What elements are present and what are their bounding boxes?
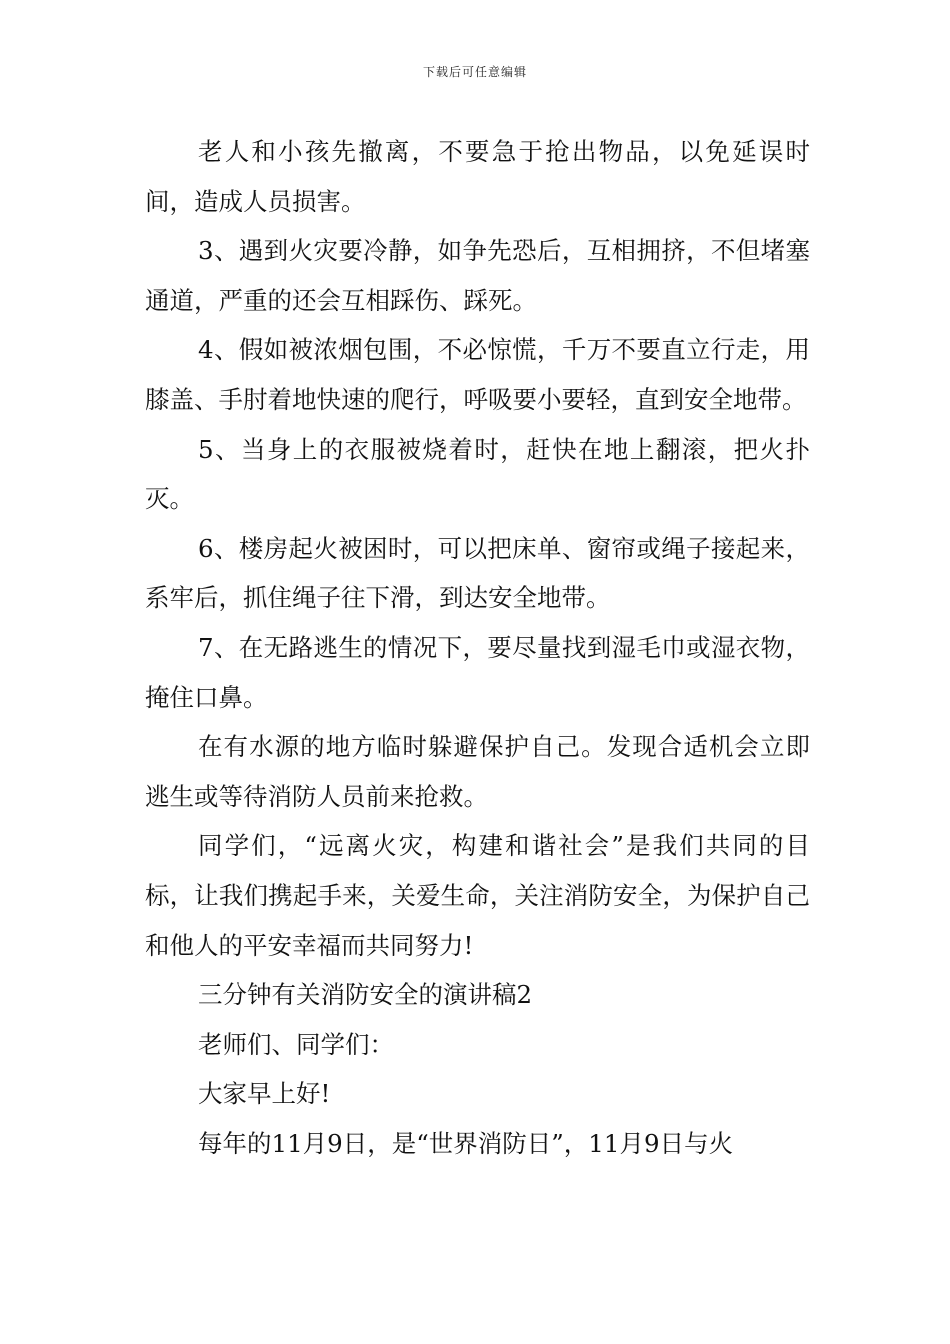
paragraph-tip-7: 7、在无路逃生的情况下，要尽量找到湿毛巾或湿衣物，掩住口鼻。 xyxy=(145,632,810,712)
paragraph-tip-4: 4、假如被浓烟包围，不必惊慌，千万不要直立行走，用膝盖、手肘着地快速的爬行，呼吸要小要轻，直到安全地带。 xyxy=(145,335,810,414)
paragraph-evacuation-order: 老人和小孩先撤离，不要急于抢出物品，以免延误时间，造成人员损害。 xyxy=(145,137,810,216)
paragraph-tip-3: 3、遇到火灾要冷静，如争先恐后，互相拥挤，不但堵塞通道，严重的还会互相踩伤、踩死。 xyxy=(145,236,810,315)
speech-2-opening: 每年的11月9日，是“世界消防日”，11月9日与火 xyxy=(198,1128,734,1158)
speech-2-salutation: 老师们、同学们： xyxy=(198,1029,394,1059)
paragraph-tip-6: 6、楼房起火被困时，可以把床单、窗帘或绳子接起来，系牢后，抓住绳子往下滑，到达安全地带。 xyxy=(145,533,810,613)
paragraph-water-shelter: 在有水源的地方临时躲避保护自己。发现合适机会立即逃生或等待消防人员前来抢救。 xyxy=(145,732,810,811)
speech-2-title: 三分钟有关消防安全的演讲稿2 xyxy=(198,980,533,1010)
speech-2-greeting: 大家早上好! xyxy=(198,1079,331,1109)
page-header-note: 下载后可任意编辑 xyxy=(422,65,527,79)
document-body xyxy=(145,127,810,1168)
paragraph-tip-5: 5、当身上的衣服被烧着时，赶快在地上翻滚，把火扑灭。 xyxy=(145,434,810,514)
paragraph-closing-call: 同学们，“远离火灾，构建和谐社会”是我们共同的目标，让我们携起手来，关爱生命，关注消防安全，为保护自己和他人的平安幸福而共同努力! xyxy=(145,831,810,960)
